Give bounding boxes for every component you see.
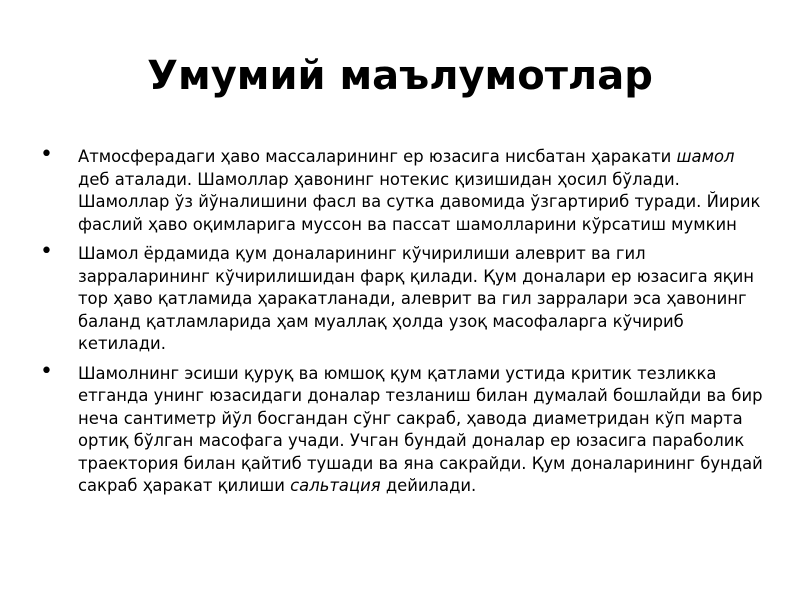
- bullet-list: [40, 142, 770, 505]
- bullet-item: [40, 142, 770, 236]
- bullet-text: [78, 147, 760, 234]
- bullet-text-part: деб аталади. Шамоллар ҳавонинг нотекис қизишидан ҳосил бўлади. Шамоллар ўз йўналишини фасл ва сутка давомида ўзгартириб туради. Йирик фаслий ҳаво оқимларига муссон ва пассат шамолларини кўрсатиш мумкин: [78, 169, 761, 234]
- bullet-text-part: дейилади.: [380, 476, 477, 495]
- bullet-text: [78, 364, 763, 496]
- emphasized-term: сальтация: [290, 476, 381, 495]
- slide-title: Умумий маълумотлар: [147, 53, 653, 99]
- bullet-item: [40, 358, 770, 498]
- bullet-dot-icon: •: [40, 142, 53, 167]
- bullet-text-part: Шамол ёрдамида қум доналарининг кўчирилиши алеврит ва гил зарраларининг кўчирилишидан фарқ қилади. Қум доналари ер юзасига яқин тор ҳаво қатламида ҳаракатланади, алеврит ва гил зарралари эса ҳавонинг баланд қатламларида ҳам муаллақ ҳолда узоқ масофаларга кўчириб кетилади.: [78, 244, 754, 353]
- bullet-text-part: Атмосферадаги ҳаво массаларининг ер юзасига нисбатан ҳаракати: [78, 147, 677, 166]
- bullet-dot-icon: •: [40, 358, 53, 384]
- bullet-text: [78, 244, 754, 353]
- bullet-item: [40, 239, 770, 356]
- bullet-dot-icon: •: [40, 239, 53, 264]
- emphasized-term: шамол: [676, 147, 735, 166]
- bullet-text-part: Шамолнинг эсиши қуруқ ва юмшоқ қум қатлами устида критик тезликка етганда унинг юзасидаги доналар тезланиш билан думалай бошлайди ва бир неча сантиметр йўл босгандан сўнг сакраб, ҳавода диаметридан кўп марта ортиқ бўлган масофага учади. Учган бундай доналар ер юзасига параболик траектория билан қайтиб тушади ва яна сакрайди. Қум доналарининг бундай сакраб ҳаракат қилиши: [78, 363, 763, 495]
